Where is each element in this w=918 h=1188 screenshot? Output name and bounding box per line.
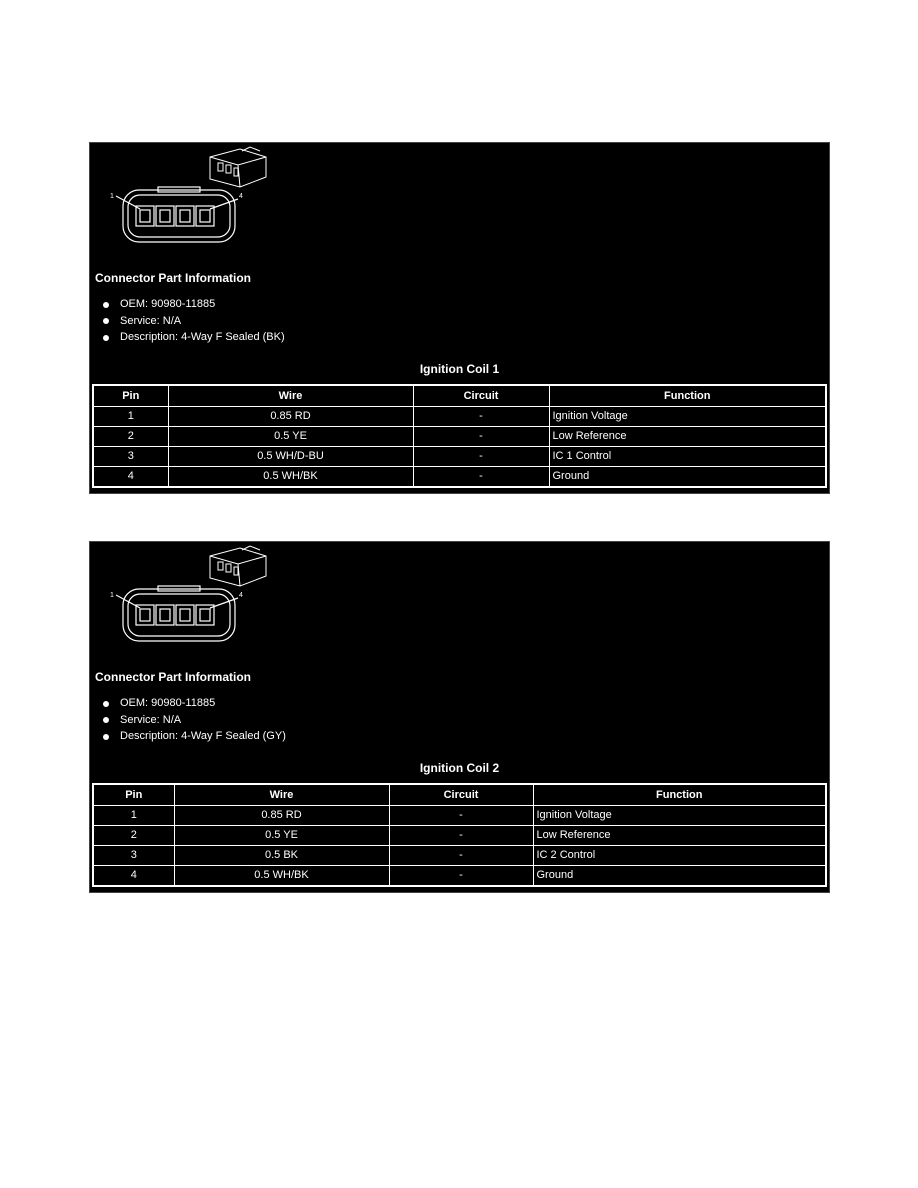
table-title: Ignition Coil 2 xyxy=(419,761,500,775)
circuit-cell: - xyxy=(389,806,533,826)
circuit-cell: - xyxy=(413,407,549,427)
connector-face-icon xyxy=(116,586,238,641)
circuit-cell: - xyxy=(413,467,549,488)
table-row xyxy=(93,846,826,866)
pin-label-first: 1 xyxy=(110,193,114,200)
circuit-cell: - xyxy=(413,427,549,447)
description-text: Description: 4-Way F Sealed (BK) xyxy=(120,331,285,343)
wire-cell: 0.5 WH/BK xyxy=(168,467,413,488)
function-cell: Ignition Voltage xyxy=(549,407,826,427)
wire-cell: 0.5 YE xyxy=(174,826,389,846)
service-text: Service: N/A xyxy=(120,314,182,327)
wire-cell: 0.85 RD xyxy=(174,806,389,826)
pin-label-last: 4 xyxy=(239,592,243,599)
wire-cell: 0.85 RD xyxy=(168,407,413,427)
function-cell: Low Reference xyxy=(533,826,826,846)
table-row xyxy=(93,826,826,846)
function-cell: Ground xyxy=(533,866,826,887)
list-item xyxy=(96,728,286,745)
table-row xyxy=(93,447,826,467)
function-cell: IC 1 Control xyxy=(549,447,826,467)
column-header-wire: Wire xyxy=(168,385,413,407)
circuit-cell: - xyxy=(389,846,533,866)
service-text: Service: N/A xyxy=(120,713,182,726)
connector-face-icon xyxy=(116,187,238,242)
pin-label-last: 4 xyxy=(239,193,243,200)
bullet-icon xyxy=(103,318,109,324)
pin-cell: 4 xyxy=(93,866,174,887)
oem-text: OEM: 90980-11885 xyxy=(120,298,216,310)
table-row xyxy=(93,427,826,447)
table-row xyxy=(93,467,826,488)
list-item xyxy=(96,313,285,330)
connector-3d-icon xyxy=(210,546,266,586)
bullet-icon xyxy=(103,701,109,707)
connector-info-list xyxy=(96,296,285,346)
bullet-icon xyxy=(103,734,109,740)
circuit-cell: - xyxy=(389,866,533,887)
bullet-icon xyxy=(103,335,109,341)
pin-cell: 3 xyxy=(93,846,174,866)
column-header-wire: Wire xyxy=(174,784,389,806)
function-cell: Low Reference xyxy=(549,427,826,447)
column-header-pin: Pin xyxy=(93,784,174,806)
pin-label-first: 1 xyxy=(110,592,114,599)
wire-cell: 0.5 BK xyxy=(174,846,389,866)
pin-cell: 1 xyxy=(93,407,168,427)
connector-info-heading: Connector Part Information xyxy=(95,271,252,285)
wire-cell: 0.5 WH/D-BU xyxy=(168,447,413,467)
table-row xyxy=(93,806,826,826)
list-item xyxy=(96,712,286,729)
connector-diagram xyxy=(90,143,280,253)
connector-panel-2 xyxy=(89,541,830,893)
pin-cell: 2 xyxy=(93,427,168,447)
circuit-cell: - xyxy=(413,447,549,467)
circuit-cell: - xyxy=(389,826,533,846)
pin-cell: 3 xyxy=(93,447,168,467)
table-row xyxy=(93,866,826,887)
connector-3d-icon xyxy=(210,147,266,187)
list-item xyxy=(96,329,285,346)
function-cell: IC 2 Control xyxy=(533,846,826,866)
function-cell: Ground xyxy=(549,467,826,488)
bullet-icon xyxy=(103,717,109,723)
table-row xyxy=(93,407,826,427)
bullet-icon xyxy=(103,302,109,308)
column-header-function: Function xyxy=(549,385,826,407)
pin-cell: 4 xyxy=(93,467,168,488)
column-header-pin: Pin xyxy=(93,385,168,407)
connector-diagram xyxy=(90,542,280,652)
description-text: Description: 4-Way F Sealed (GY) xyxy=(120,730,286,742)
connector-panel-1 xyxy=(89,142,830,494)
wire-cell: 0.5 WH/BK xyxy=(174,866,389,887)
column-header-circuit: Circuit xyxy=(413,385,549,407)
table-title: Ignition Coil 1 xyxy=(419,362,500,376)
list-item xyxy=(96,296,285,313)
wire-cell: 0.5 YE xyxy=(168,427,413,447)
column-header-function: Function xyxy=(533,784,826,806)
pin-table xyxy=(92,384,827,488)
pin-table xyxy=(92,783,827,887)
function-cell: Ignition Voltage xyxy=(533,806,826,826)
pin-cell: 1 xyxy=(93,806,174,826)
connector-info-heading: Connector Part Information xyxy=(95,670,252,684)
table-header-row xyxy=(93,385,826,407)
table-header-row xyxy=(93,784,826,806)
column-header-circuit: Circuit xyxy=(389,784,533,806)
pin-cell: 2 xyxy=(93,826,174,846)
connector-info-list xyxy=(96,695,286,745)
oem-text: OEM: 90980-11885 xyxy=(120,697,216,709)
list-item xyxy=(96,695,286,712)
